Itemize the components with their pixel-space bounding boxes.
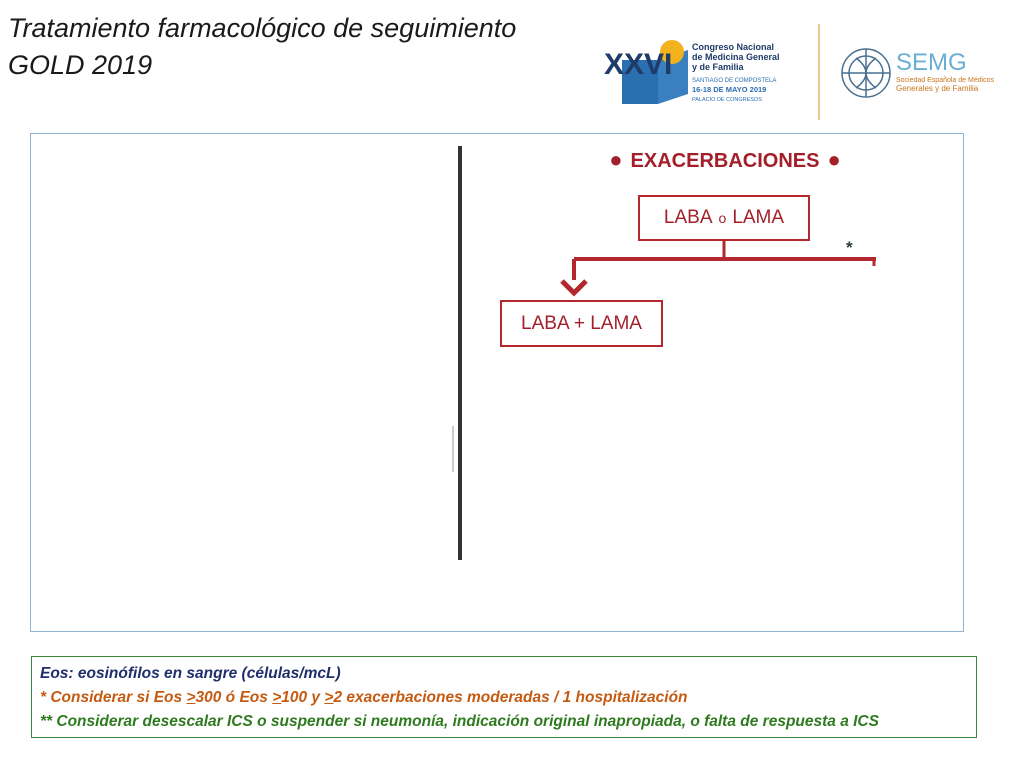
logo-text-3: y de Familia: [692, 62, 744, 72]
header-label: EXACERBACIONES: [630, 150, 820, 172]
footnote-2-ge: >: [272, 689, 282, 706]
exacerbaciones-header: [590, 147, 860, 173]
laba-o-lama-box: [638, 195, 810, 241]
box-top-left: LABA: [663, 207, 713, 228]
semg-text-2: Generales y de Familia: [896, 84, 979, 93]
bullet-icon: ●: [827, 147, 841, 172]
asterisk-marker: *: [846, 238, 853, 257]
logo-text-6: PALACIO DE CONGRESOS: [692, 97, 762, 103]
footnote-1: Eos: eosinófilos en sangre (células/mcL): [40, 665, 341, 682]
logo-divider: [818, 24, 820, 120]
footnotes-box: [31, 656, 977, 738]
semg-text-1: Sociedad Española de Médicos: [896, 77, 995, 84]
congreso-logo: [600, 30, 800, 110]
footnote-2-part: 100 y: [281, 689, 325, 706]
diagram-panel: [30, 133, 964, 632]
slide-title: [8, 10, 608, 84]
bullet-icon: ●: [609, 147, 623, 172]
semg-logo: [836, 38, 1016, 108]
footnote-2-ge: >: [186, 689, 196, 706]
footnote-2: [40, 686, 968, 710]
logo-text-4: SANTIAGO DE COMPOSTELA: [692, 78, 777, 84]
laba-lama-box: LABA + LAMA: [500, 300, 663, 347]
logo-numeral: XXVI: [604, 48, 673, 81]
logo-text-5: 16-18 DE MAYO 2019: [692, 85, 767, 94]
semg-acronym: SEMG: [896, 49, 967, 76]
footnote-2-part: * Considerar si Eos: [40, 689, 187, 706]
title-line-1: Tratamiento farmacológico de seguimiento: [8, 13, 517, 43]
footnote-2-part: 300 ó Eos: [195, 689, 273, 706]
semg-emblem-icon: [842, 49, 890, 97]
box-top-right: LAMA: [732, 207, 785, 228]
footnote-2-ge: >: [324, 689, 334, 706]
logo-text-2: de Medicina General: [692, 52, 780, 62]
logo-text-1: Congreso Nacional: [692, 42, 775, 52]
footnote-3: ** Considerar desescalar ICS o suspender si neumonía, indicación original inapropiada, o falta de respuesta a ICS: [40, 713, 879, 730]
footnote-2-part: 2 exacerbaciones moderadas / 1 hospitalización: [333, 689, 688, 706]
title-line-2: GOLD 2019: [8, 50, 153, 80]
box-top-connector: o: [718, 210, 727, 226]
